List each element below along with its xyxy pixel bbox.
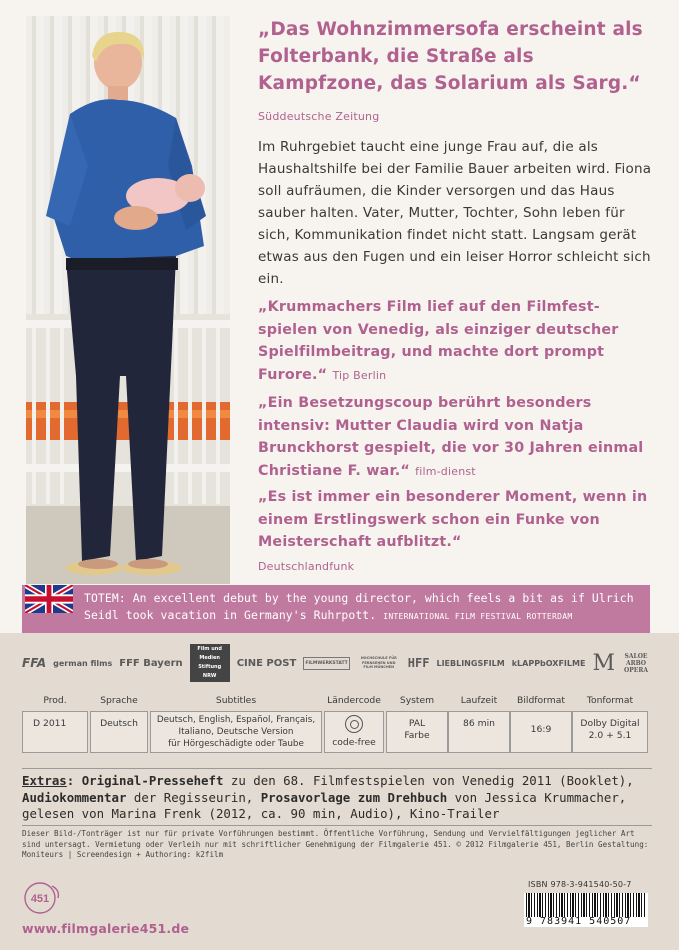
extras-section: Extras: Original-Presseheft zu den 68. Filmfestspielen von Venedig 2011 (Booklet), Audiokommentar der Regisseurin, Prosavorlage zum Drehbuch von Jessica Krummacher, gelesen von Marina Frenk (2012, ca. 90 min, Audio), Kino-Trailer xyxy=(22,768,652,826)
website-link[interactable]: www.filmgalerie451.de xyxy=(22,921,190,936)
logo-filmwerkstatt: FILMWERKSTATT xyxy=(303,657,349,670)
quote-source: Tip Berlin xyxy=(332,368,387,382)
extras-text: zu den 68. Filmfestspielen von Venedig 2011 (Booklet), xyxy=(223,773,634,788)
logo-hff-text: HOCHSCHULE FÜR FERNSEHEN UND FILM MÜNCHEN xyxy=(360,656,397,670)
legal-notice: Dieser Bild-/Tonträger ist nur für private Vorführungen bestimmt. Öffentliche Vorführung, Sendung und Vervielfältigungen jeglicher Art sind untersagt. Vermietung oder Verleih nur mit schriftlicher Genehmigung der Filmgalerie 451. © 2012 Filmgalerie 451, Berlin Gestaltung: Moniteurs | Screendesign + Authoring: k2film xyxy=(22,829,649,859)
system-line: PAL xyxy=(408,718,426,729)
spec-sprache: Deutsch xyxy=(90,711,148,753)
quote-source: Deutschlandfunk xyxy=(258,559,355,573)
woman-figure xyxy=(26,16,230,584)
spec-system xyxy=(386,711,448,753)
spec-header-bildformat: Bildformat xyxy=(517,695,565,706)
spec-header-laufzeit: Laufzeit xyxy=(460,695,498,706)
barcode xyxy=(524,893,648,927)
logo-451-text: 451 xyxy=(30,893,50,905)
quote-deutschlandfunk xyxy=(258,486,658,578)
quote-text: „Ein Besetzungscoup berührt besonders intensiv: Mutter Claudia wird von Natja Brunckhorst gespielt, die vor 30 Jahren einmal Christiane F. war.“ xyxy=(258,395,644,479)
english-quote-text: TOTEM: An excellent debut by the young director, which feels a bit as if Ulrich Seidl took vacation in Germany's Ruhrpott. xyxy=(84,591,634,622)
quote-source: film-dienst xyxy=(415,464,476,478)
spec-laendercode xyxy=(324,711,384,753)
ton-line: 2.0 + 5.1 xyxy=(588,730,632,741)
spec-header-system: System xyxy=(399,695,435,706)
extras-audiokommentar: Audiokommentar xyxy=(22,789,127,805)
ton-line: Dolby Digital xyxy=(580,718,640,729)
spec-header-subtitles: Subtitles xyxy=(215,695,257,706)
english-quote-source: INTERNATIONAL FILM FESTIVAL ROTTERDAM xyxy=(383,611,573,621)
code-free-label: code-free xyxy=(332,737,376,748)
barcode-number: 9 783941 540507 xyxy=(526,916,632,927)
spec-header-prod: Prod. xyxy=(43,695,67,706)
extras-presseheft: Original-Presseheft xyxy=(81,773,224,788)
sponsor-logos xyxy=(22,648,650,678)
cover-photo xyxy=(26,16,230,584)
quote-text: „Krummachers Film lief auf den Filmfest-spielen von Venedig, als einziger deutscher Spielfilmbeitrag, und machte dort prompt Furore.“ xyxy=(258,299,619,383)
logo-ffa: FFA xyxy=(22,655,47,670)
logo-m: M xyxy=(592,650,615,676)
quote-text: „Es ist immer ein besonderer Moment, wenn in einem Erstlingswerk schon ein Funke von Meisterschaft aufblitzt.“ xyxy=(258,489,648,550)
extras-text: von Jessica Krummacher, gelesen von Marina Frenk (2012, ca. 90 min, Audio), Kino-Trailer xyxy=(22,789,627,821)
quote-tip-berlin xyxy=(258,296,658,387)
system-line: Farbe xyxy=(404,730,430,741)
logo-fff-bayern: FFF Bayern xyxy=(119,657,183,669)
spec-laufzeit: 86 min xyxy=(448,711,510,753)
spec-bildformat: 16:9 xyxy=(510,711,572,753)
barcode-bars xyxy=(526,893,646,917)
filmgalerie-451-logo xyxy=(22,880,62,916)
disc-icon xyxy=(345,715,363,733)
main-quote-source: Süddeutsche Zeitung xyxy=(258,110,380,123)
spec-header-laendercode: Ländercode xyxy=(327,695,381,706)
quote-film-dienst xyxy=(258,392,658,483)
main-quote xyxy=(258,16,658,130)
technical-specs xyxy=(22,695,648,755)
synopsis: Im Ruhrgebiet taucht eine junge Frau auf, die als Haushaltshilfe bei der Familie Bauer arbeiten wird. Fiona soll aufräumen, die Kinder versorgen und das Haus sauber halten. Vater, Mutter, Tochter, Sohn leben für sich, Kommunikation findet nicht statt. Langsam gerät etwas aus den Fugen und ein leiser Horror schleicht sich ein. xyxy=(258,139,652,287)
logo-german-films: german films xyxy=(53,658,113,668)
spec-subtitles xyxy=(150,711,322,753)
logo-film-medien-nrw: Film und Medien Stiftung NRW xyxy=(190,644,230,682)
isbn: ISBN 978-3-941540-50-7 xyxy=(528,880,632,889)
subtitles-line: Deutsch, English, Español, Français, xyxy=(156,715,316,725)
spec-header-sprache: Sprache xyxy=(100,695,138,706)
logo-klappbox: kLAPPbOXFILME xyxy=(511,658,586,668)
logo-saloe: SALOE ARBO OPERA xyxy=(624,652,648,674)
english-quote xyxy=(84,590,646,625)
subtitles-line: für Hörgeschädigte oder Taube xyxy=(168,739,304,749)
extras-text: der Regisseurin, xyxy=(126,789,261,805)
uk-flag-icon xyxy=(25,585,73,613)
spec-header-tonformat: Tonformat xyxy=(586,695,634,706)
logo-cine-post: CINE POST xyxy=(236,657,297,669)
extras-label: Extras xyxy=(22,773,67,788)
english-quote-strip xyxy=(22,585,650,633)
logo-hff: HFF xyxy=(407,655,430,670)
main-quote-text: „Das Wohnzimmersofa erscheint als Folterbank, die Straße als Kampfzone, das Solarium als Sarg.“ xyxy=(258,19,643,94)
spec-prod: D 2011 xyxy=(22,711,88,753)
subtitles-line: Italiano, Deutsche Version xyxy=(178,727,294,737)
spec-tonformat xyxy=(572,711,648,753)
logo-lieblingsfilm: LIEBLINGSFILM xyxy=(436,658,505,668)
extras-prosavorlage: Prosavorlage zum Drehbuch xyxy=(260,789,448,805)
